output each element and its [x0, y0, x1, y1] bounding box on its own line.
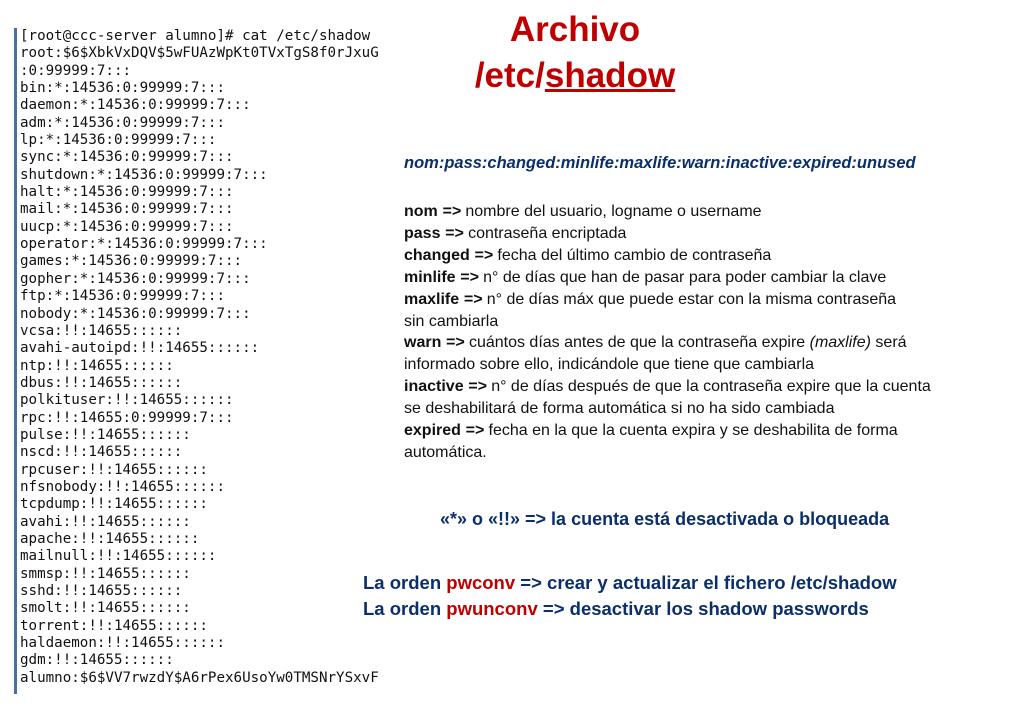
terminal-line: tcpdump:!!:14655:::::: [20, 496, 208, 513]
terminal-line: haldaemon:!!:14655:::::: [20, 635, 225, 652]
title-path-prefix: /etc/ [474, 56, 545, 95]
command-line-pwconv [363, 570, 897, 596]
terminal-line: apache:!!:14655:::::: [20, 530, 200, 547]
page-subtitle [440, 56, 710, 96]
terminal-line: avahi-autoipd:!!:14655:::::: [20, 340, 260, 357]
terminal-line: polkituser:!!:14655:::::: [20, 392, 234, 409]
arrow: => [460, 268, 479, 286]
terminal-line: pulse:!!:14655:::::: [20, 426, 191, 443]
command-text: => crear y actualizar el fichero /etc/shadow [520, 572, 897, 593]
terminal-line: mail:*:14536:0:99999:7::: [20, 201, 234, 218]
field-desc-cont: se deshabilitará de forma automática si no ha sido cambiada [404, 400, 835, 418]
arrow: => [444, 224, 464, 242]
locked-account-note: «*» o «!!» => la cuenta está desactivada o bloqueada [440, 509, 890, 529]
terminal-line: halt:*:14536:0:99999:7::: [20, 184, 234, 201]
terminal-line: games:*:14536:0:99999:7::: [20, 253, 243, 270]
title-path-underlined: shadow [544, 56, 676, 95]
arrow: => [468, 378, 487, 396]
terminal-line: uucp:*:14536:0:99999:7::: [20, 218, 234, 235]
arrow: => [445, 334, 465, 352]
title-line-1: Archivo [509, 10, 641, 49]
field-line-warn [404, 332, 1014, 354]
field-desc: nombre del usuario, logname o username [465, 203, 762, 220]
field-desc: contraseña encriptada [468, 224, 627, 242]
terminal-line: gdm:!!:14655:::::: [20, 652, 174, 669]
field-key: pass [404, 224, 441, 242]
terminal-line: gopher:*:14536:0:99999:7::: [20, 270, 251, 287]
field-desc: n° de días máx que puede estar con la misma contraseña [486, 290, 897, 308]
field-line-maxlife-cont [404, 311, 1014, 333]
field-desc: fecha del último cambio de contraseña [497, 246, 772, 264]
terminal-line: mailnull:!!:14655:::::: [20, 548, 217, 565]
command-name: pwconv [446, 572, 516, 593]
field-descriptions [404, 201, 1014, 464]
commands-section [363, 570, 897, 622]
terminal-line: nscd:!!:14655:::::: [20, 444, 183, 461]
field-line-expired [404, 420, 1014, 442]
terminal-line: smolt:!!:14655:::::: [20, 600, 191, 617]
page-title [440, 10, 710, 50]
command-text: => desactivar los shadow passwords [542, 598, 869, 619]
terminal-line: shutdown:*:14536:0:99999:7::: [20, 166, 268, 183]
field-line-changed [404, 245, 1014, 267]
field-desc: cuántos días antes de que la contraseña expire [468, 334, 806, 352]
field-desc: será [875, 334, 907, 352]
field-line-inactive-cont [404, 398, 1014, 420]
arrow: => [463, 290, 483, 308]
terminal-line: rpc:!!:14655:0:99999:7::: [20, 409, 234, 426]
terminal-line: adm:*:14536:0:99999:7::: [20, 114, 225, 131]
terminal-line: root:$6$XbkVxDQV$5wFUAzWpKt0TVxTgS8f0rJxuG [20, 45, 379, 62]
arrow: => [465, 422, 485, 440]
arrow: => [474, 246, 493, 264]
terminal-line: dbus:!!:14655:::::: [20, 374, 183, 391]
field-line-inactive [404, 376, 1014, 398]
field-key: warn [404, 334, 442, 352]
terminal-line: vcsa:!!:14655:::::: [20, 322, 183, 339]
field-desc-italic: (maxlife) [809, 334, 871, 352]
field-line-maxlife [404, 289, 1014, 311]
field-line-nom [404, 201, 1014, 223]
field-line-pass [404, 223, 1014, 245]
field-desc: fecha en la que la cuenta expira y se deshabilita de forma [488, 422, 898, 440]
terminal-line: sshd:!!:14655:::::: [20, 583, 183, 599]
field-line-warn-cont [404, 354, 1014, 376]
terminal-line: torrent:!!:14655:::::: [20, 617, 208, 634]
field-key: changed [404, 246, 470, 264]
field-desc: n° de días que han de pasar para poder cambiar la clave [483, 268, 887, 286]
field-key: minlife [404, 268, 456, 286]
field-line-expired-cont [404, 442, 1014, 464]
field-desc: n° de días después de que la contraseña expire que la cuenta [491, 378, 931, 396]
terminal-line: alumno:$6$VV7rwzdY$A6rPex6UsoYw0TMSNrYSxvF [20, 669, 379, 686]
field-key: expired [404, 422, 461, 440]
terminal-line: :0:99999:7::: [20, 62, 132, 79]
terminal-line: smmsp:!!:14655:::::: [20, 565, 191, 582]
field-line-minlife [404, 267, 1014, 289]
terminal-line: daemon:*:14536:0:99999:7::: [20, 97, 251, 114]
field-key: maxlife [404, 290, 460, 308]
field-key: nom [404, 203, 438, 220]
command-prefix: La orden [363, 572, 442, 593]
command-name: pwunconv [446, 598, 538, 619]
terminal-line: lp:*:14536:0:99999:7::: [20, 132, 217, 149]
terminal-line: bin:*:14536:0:99999:7::: [20, 80, 225, 97]
field-desc-cont: informado sobre ello, indicándole que tiene que cambiarla [404, 356, 815, 374]
command-prefix: La orden [363, 598, 442, 619]
field-desc-cont: sin cambiarla [404, 312, 499, 330]
terminal-line: operator:*:14536:0:99999:7::: [20, 236, 268, 253]
terminal-line: nfsnobody:!!:14655:::::: [20, 478, 225, 495]
terminal-line: sync:*:14536:0:99999:7::: [20, 149, 234, 166]
terminal-line: ntp:!!:14655:::::: [20, 357, 174, 374]
field-desc-cont: automática. [404, 443, 487, 461]
field-key: inactive [404, 378, 464, 396]
command-line-pwunconv [363, 596, 897, 622]
terminal-line: avahi:!!:14655:::::: [20, 513, 191, 530]
shadow-format-syntax: nom:pass:changed:minlife:maxlife:warn:inactive:expired:unused [404, 154, 916, 172]
terminal-line: [root@ccc-server alumno]# cat /etc/shadow [20, 28, 371, 44]
terminal-line: rpcuser:!!:14655:::::: [20, 461, 208, 478]
terminal-line: nobody:*:14536:0:99999:7::: [20, 305, 251, 322]
arrow: => [442, 203, 461, 220]
terminal-line: ftp:*:14536:0:99999:7::: [20, 288, 225, 305]
terminal-output [14, 28, 399, 694]
